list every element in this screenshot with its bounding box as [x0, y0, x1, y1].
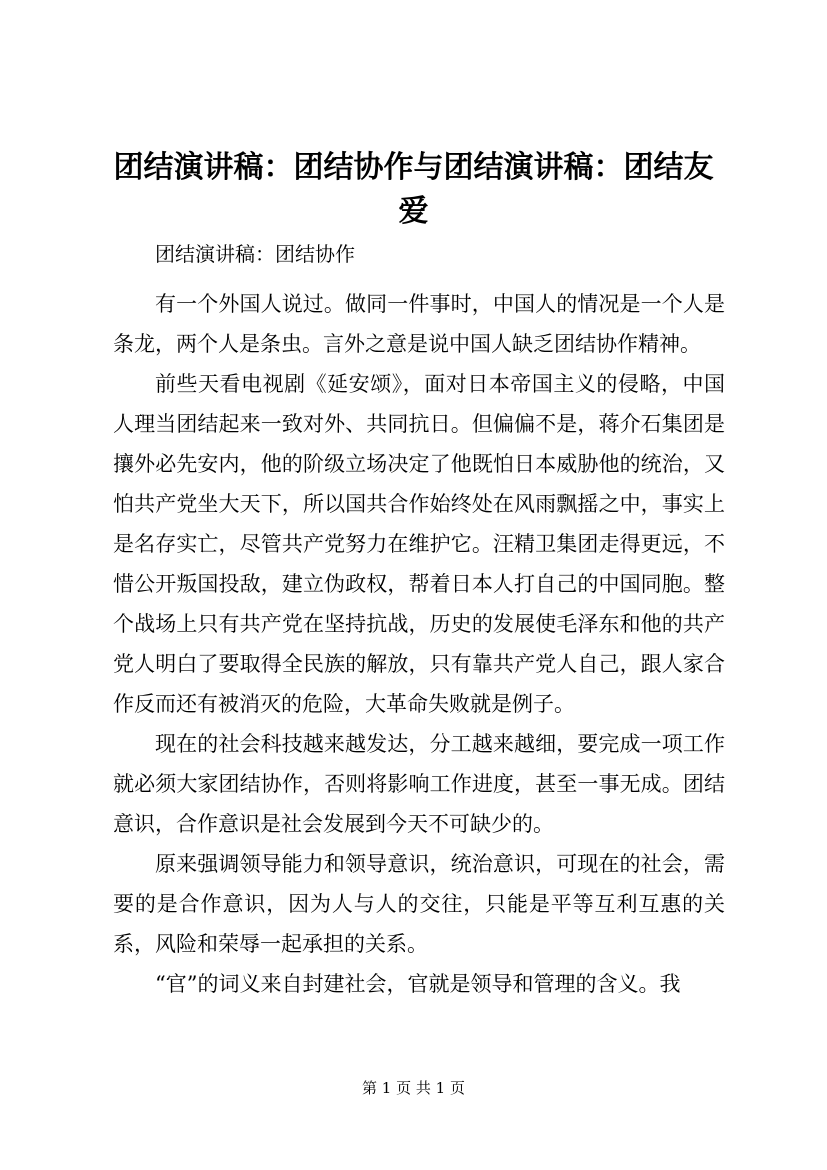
paragraph: 现在的社会科技越来越发达，分工越来越细，要完成一项工作就必须大家团结协作，否则将影响工作进度，甚至一事无成。团结意识，合作意识是社会发展到今天不可缺少的。	[113, 732, 725, 836]
paragraph: 原来强调领导能力和领导意识，统治意识，可现在的社会，需要的是合作意识，因为人与人的交往，只能是平等互利互惠的关系，风险和荣辱一起承担的关系。	[113, 852, 725, 956]
document-title: 团结演讲稿：团结协作与团结演讲稿：团结友爱	[113, 150, 714, 229]
document-body	[113, 284, 725, 1004]
page-footer: 第 1 页 共 1 页	[362, 1079, 465, 1097]
paragraph: 有一个外国人说过。做同一件事时，中国人的情况是一个人是条龙，两个人是条虫。言外之意是说中国人缺乏团结协作精神。	[113, 292, 725, 356]
document-subtitle: 团结演讲稿：团结协作	[155, 242, 355, 266]
paragraph: 前些天看电视剧《延安颂》，面对日本帝国主义的侵略，中国人理当团结起来一致对外、共同抗日。但偏偏不是，蒋介石集团是攘外必先安内，他的阶级立场决定了他既怕日本威胁他的统治，又怕共产党坐大天下，所以国共合作始终处在风雨飘摇之中，事实上是名存实亡，尽管共产党努力在维护它。汪精卫集团走得更远，不惜公开叛国投敌，建立伪政权，帮着日本人打自己的中国同胞。整个战场上只有共产党在坚持抗战，历史的发展使毛泽东和他的共产党人明白了要取得全民族的解放，只有靠共产党人自己，跟人家合作反而还有被消灭的危险，大革命失败就是例子。	[113, 372, 725, 716]
paragraph: “官”的词义来自封建社会，官就是领导和管理的含义。我	[155, 972, 681, 996]
